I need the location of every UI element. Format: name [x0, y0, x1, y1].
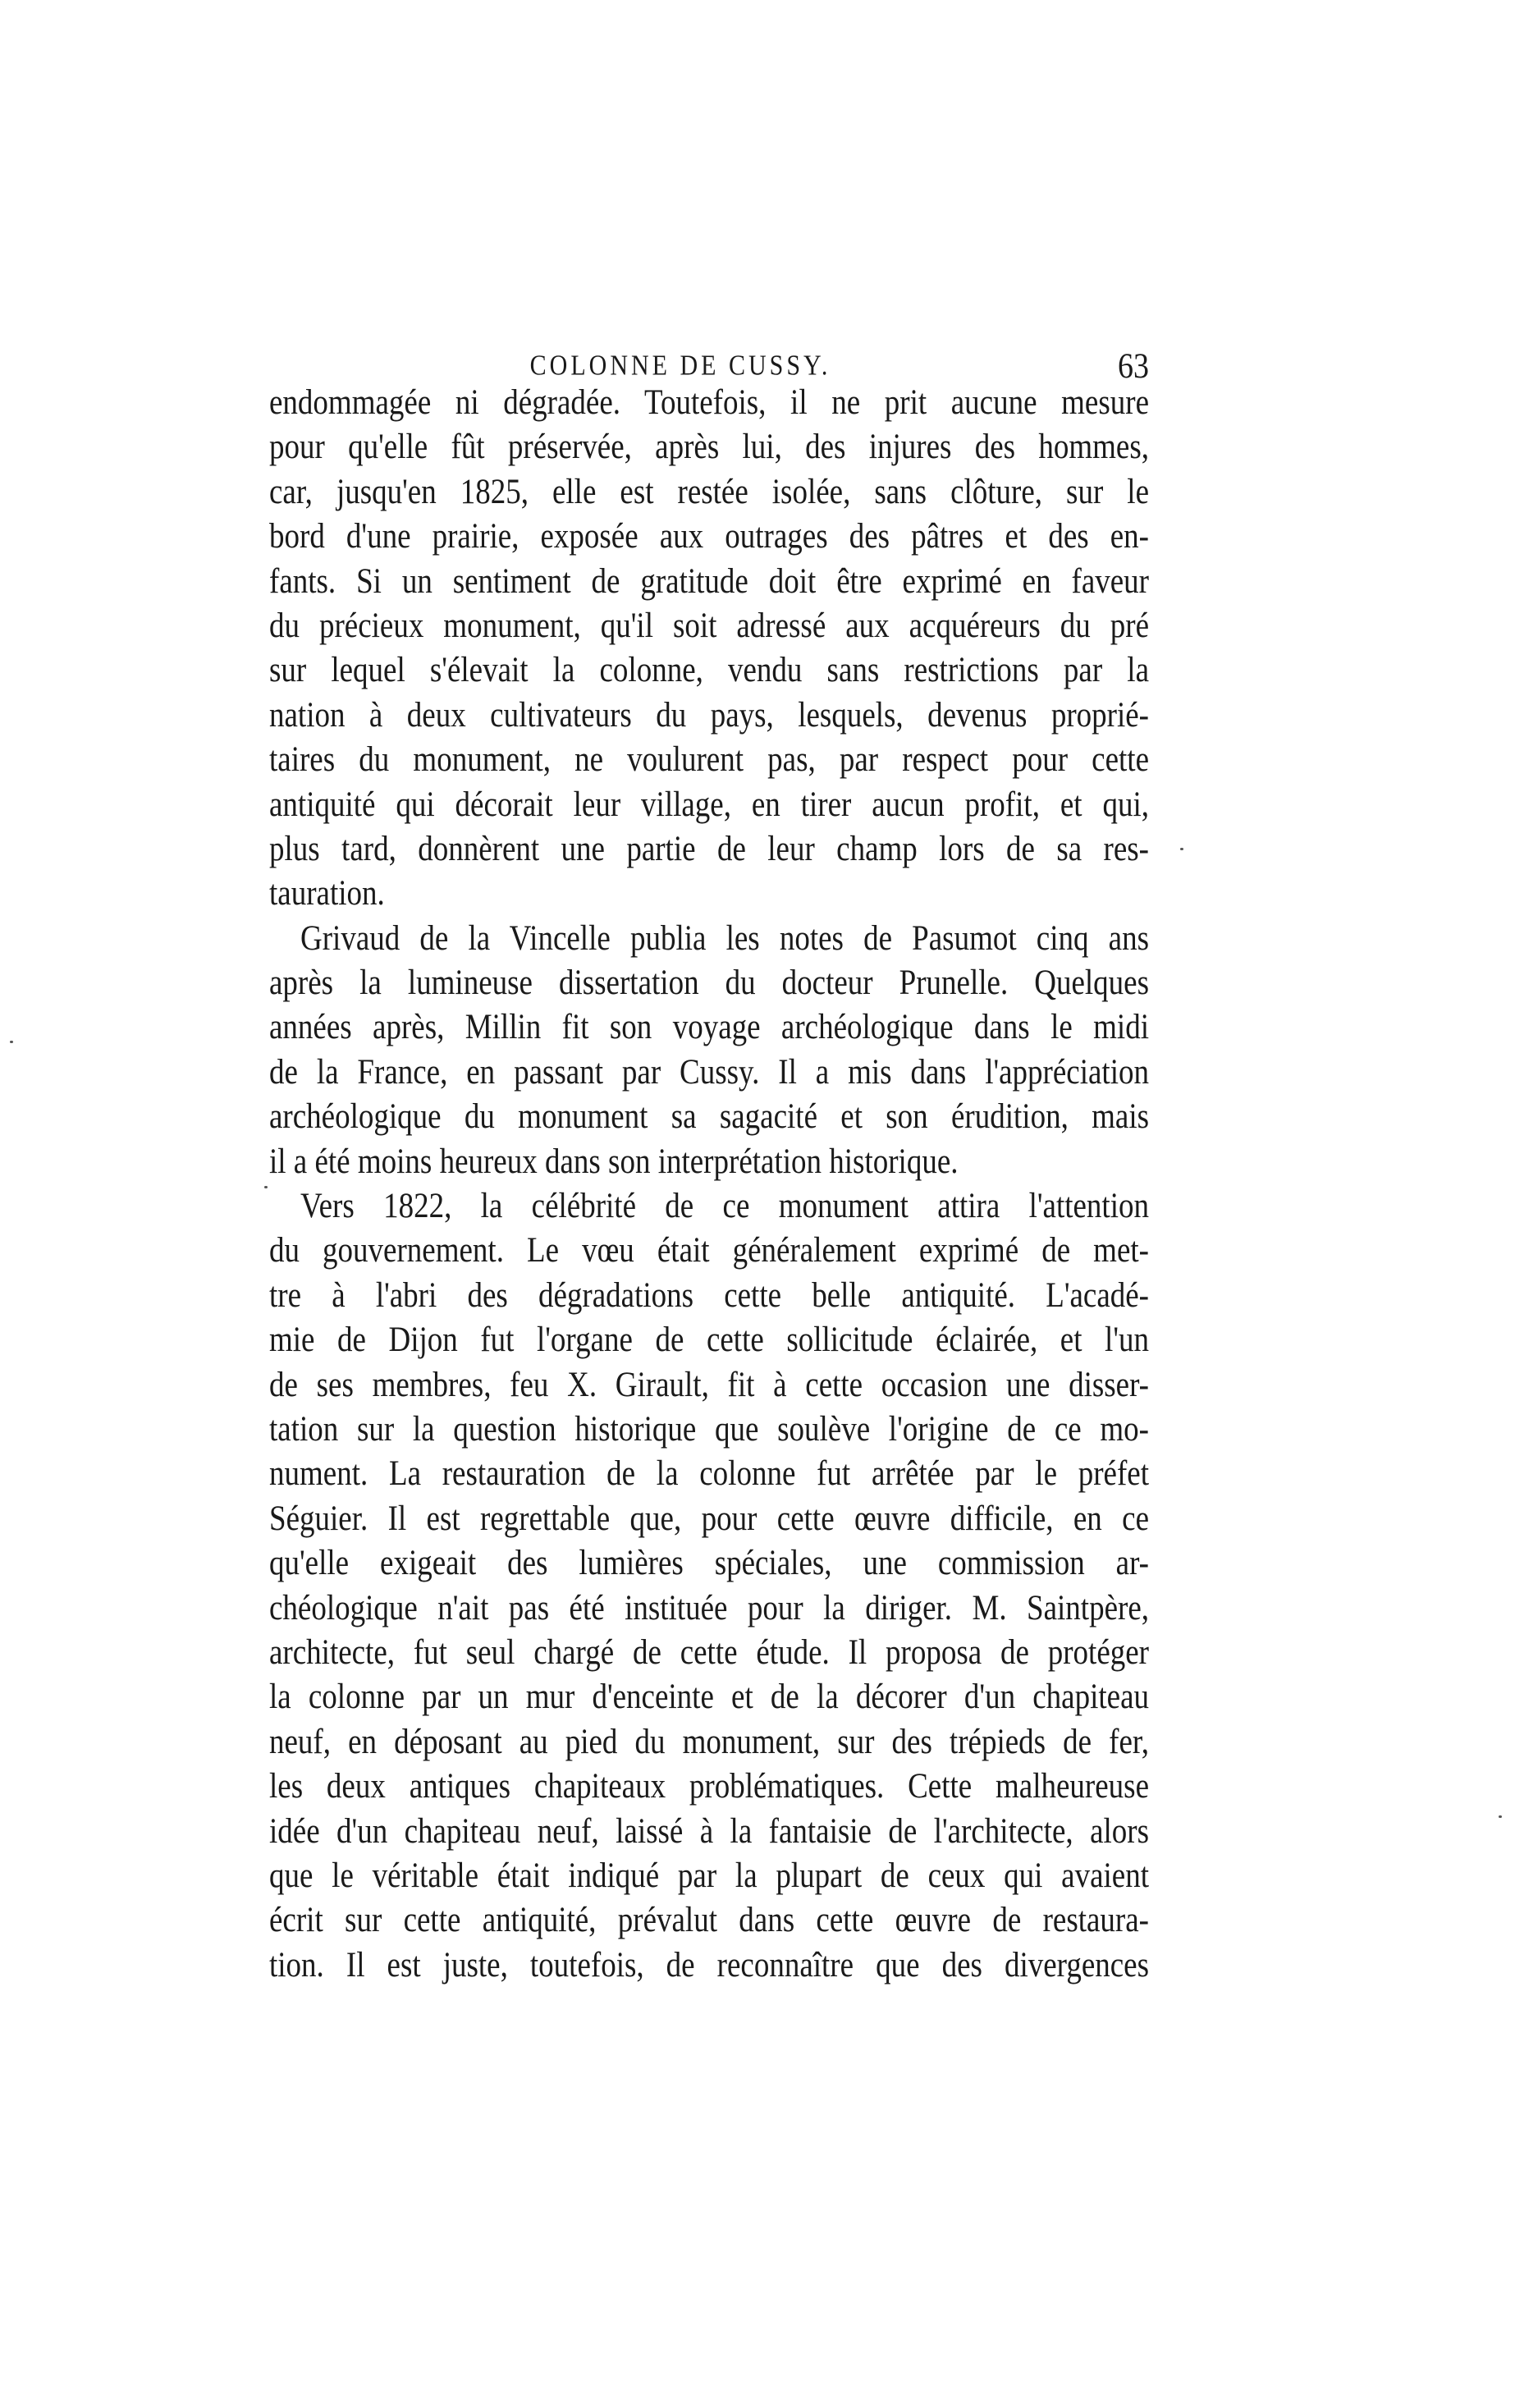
text-line — [269, 604, 1149, 648]
text-line — [269, 1943, 1149, 1988]
text-line — [269, 827, 1149, 872]
text-line-content: taires du monument, ne voulurent pas, par respect pour cette — [269, 739, 1149, 780]
text-line-content: plus tard, donnèrent une partie de leur champ lors de sa res- — [269, 829, 1149, 869]
text-line-content: nation à deux cultivateurs du pays, lesquels, devenus proprié- — [269, 694, 1149, 735]
text-line — [269, 917, 1149, 961]
text-line — [269, 470, 1149, 515]
text-line — [269, 1452, 1149, 1496]
text-line — [269, 738, 1149, 782]
text-line-content: sur lequel s'élevait la colonne, vendu sans restrictions par la — [269, 650, 1149, 690]
text-line-content: qu'elle exigeait des lumières spéciales, une commission ar- — [269, 1543, 1149, 1583]
text-line — [269, 694, 1149, 738]
scan-speck — [10, 1041, 13, 1043]
text-line — [269, 1051, 1149, 1095]
text-line-content: chéologique n'ait pas été instituée pour la diriger. M. Saintpère, — [269, 1587, 1149, 1628]
text-line — [269, 1898, 1149, 1943]
text-line-content: après la lumineuse dissertation du docteur Prunelle. Quelques — [269, 963, 1149, 1003]
text-line-content: architecte, fut seul chargé de cette étude. Il proposa de protéger — [269, 1632, 1149, 1673]
text-line — [269, 783, 1149, 827]
text-line-content: endommagée ni dégradée. Toutefois, il ne prit aucune mesure — [269, 382, 1149, 423]
scan-speck — [264, 1186, 268, 1188]
text-line — [269, 872, 1149, 916]
text-line-content: que le véritable était indiqué par la plupart de ceux qui avaient — [269, 1856, 1149, 1896]
text-line-content: Séguier. Il est regrettable que, pour cette œuvre difficile, en ce — [269, 1498, 1149, 1539]
text-line-content: tation sur la question historique que soulève l'origine de ce mo- — [269, 1409, 1149, 1449]
page-number: 63 — [1118, 346, 1149, 387]
text-line-content: de la France, en passant par Cussy. Il a mis dans l'appréciation — [269, 1052, 1149, 1092]
text-line — [269, 1854, 1149, 1898]
text-line — [269, 1586, 1149, 1631]
text-line — [269, 1675, 1149, 1719]
text-line-content: tauration. — [269, 873, 385, 913]
text-line — [269, 560, 1149, 604]
text-line — [269, 1095, 1149, 1139]
text-line-content: car, jusqu'en 1825, elle est restée isolée, sans clôture, sur le — [269, 471, 1149, 512]
text-line — [269, 1631, 1149, 1675]
text-line — [269, 1363, 1149, 1408]
text-line — [269, 648, 1149, 693]
body-text — [269, 381, 1149, 1988]
text-line-content: mie de Dijon fut l'organe de cette sollicitude éclairée, et l'un — [269, 1320, 1149, 1360]
text-line-content: nument. La restauration de la colonne fut arrêtée par le préfet — [269, 1453, 1149, 1494]
text-line — [269, 1318, 1149, 1362]
text-line-content: idée d'un chapiteau neuf, laissé à la fantaisie de l'architecte, alors — [269, 1811, 1149, 1852]
text-line — [269, 1184, 1149, 1229]
text-line-content: Vers 1822, la célébrité de ce monument attira l'attention — [300, 1186, 1149, 1226]
text-line-content: fants. Si un sentiment de gratitude doit être exprimé en faveur — [269, 561, 1149, 602]
text-line-content: il a été moins heureux dans son interprétation historique. — [269, 1141, 959, 1182]
text-line — [269, 1720, 1149, 1765]
text-line — [269, 425, 1149, 469]
text-line — [269, 961, 1149, 1005]
text-line-content: du gouvernement. Le vœu était généralement exprimé de met- — [269, 1230, 1149, 1270]
text-line-content: les deux antiques chapiteaux problématiques. Cette malheureuse — [269, 1766, 1149, 1806]
text-line — [269, 1810, 1149, 1854]
text-line-content: neuf, en déposant au pied du monument, sur des trépieds de fer, — [269, 1721, 1149, 1762]
text-line-content: de ses membres, feu X. Girault, fit à cette occasion une disser- — [269, 1364, 1149, 1405]
text-line — [269, 1005, 1149, 1050]
text-line-content: écrit sur cette antiquité, prévalut dans cette œuvre de restaura- — [269, 1900, 1149, 1940]
text-line — [269, 381, 1149, 425]
text-line-content: Grivaud de la Vincelle publia les notes de Pasumot cinq ans — [300, 918, 1149, 959]
text-line-content: années après, Millin fit son voyage archéologique dans le midi — [269, 1007, 1149, 1048]
scan-speck — [1180, 848, 1183, 850]
text-line-content: archéologique du monument sa sagacité et son érudition, mais — [269, 1096, 1149, 1137]
text-line-content: pour qu'elle fût préservée, après lui, des injures des hommes, — [269, 427, 1149, 467]
text-line — [269, 1229, 1149, 1273]
text-line — [269, 1274, 1149, 1318]
text-line-content: antiquité qui décorait leur village, en tirer aucun profit, et qui, — [269, 784, 1149, 825]
scan-speck — [1499, 1815, 1502, 1818]
text-line — [269, 515, 1149, 559]
text-line-content: du précieux monument, qu'il soit adressé aux acquéreurs du pré — [269, 606, 1149, 646]
text-line-content: la colonne par un mur d'enceinte et de la décorer d'un chapiteau — [269, 1677, 1149, 1717]
text-line — [269, 1765, 1149, 1809]
text-line-content: tion. Il est juste, toutefois, de reconnaître que des divergences — [269, 1944, 1149, 1985]
paragraph — [269, 1184, 1149, 1988]
text-line — [269, 1140, 1149, 1184]
text-line — [269, 1408, 1149, 1452]
text-line — [269, 1541, 1149, 1586]
text-line — [269, 1497, 1149, 1541]
text-line-content: tre à l'abri des dégradations cette belle antiquité. L'acadé- — [269, 1275, 1149, 1316]
paragraph — [269, 381, 1149, 917]
text-line-content: bord d'une prairie, exposée aux outrages des pâtres et des en- — [269, 516, 1149, 556]
paragraph — [269, 917, 1149, 1184]
running-title: COLONNE DE CUSSY. — [529, 350, 831, 382]
